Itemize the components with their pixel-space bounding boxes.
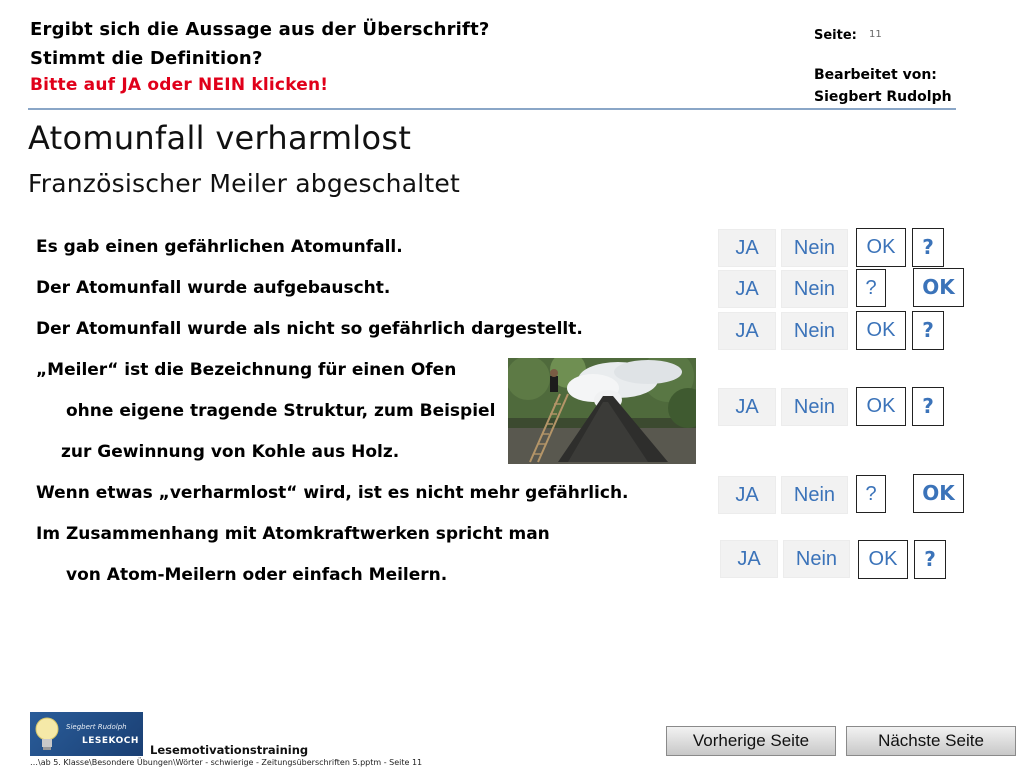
file-path: …\ab 5. Klasse\Besondere Übungen\Wörter - schwierige - Zeitungsüberschriften 5.pptm - Seite 11 bbox=[30, 758, 423, 767]
page-title: Atomunfall verharmlost bbox=[28, 119, 412, 157]
statement-4-line-2: ohne eigene tragende Struktur, zum Beispiel bbox=[66, 401, 496, 421]
logo-brand: LESEKOCH bbox=[82, 736, 139, 746]
question-feedback: ? bbox=[912, 311, 944, 350]
ok-feedback: OK bbox=[856, 311, 906, 350]
next-page-button[interactable]: Nächste Seite bbox=[846, 726, 1016, 756]
question-feedback: ? bbox=[914, 540, 946, 579]
page-subtitle: Französischer Meiler abgeschaltet bbox=[28, 169, 460, 198]
ja-button[interactable]: JA bbox=[718, 312, 776, 350]
page-number: 11 bbox=[869, 29, 882, 40]
logo-author: Siegbert Rudolph bbox=[66, 723, 127, 731]
ok-feedback: OK bbox=[913, 474, 964, 513]
header-question-1: Ergibt sich die Aussage aus der Überschrift? bbox=[30, 19, 490, 40]
ja-button[interactable]: JA bbox=[718, 229, 776, 267]
editor-name: Siegbert Rudolph bbox=[814, 89, 952, 105]
editor-label: Bearbeitet von: bbox=[814, 67, 937, 83]
question-feedback: ? bbox=[912, 228, 944, 267]
nein-button[interactable]: Nein bbox=[783, 540, 850, 578]
nein-button[interactable]: Nein bbox=[781, 476, 848, 514]
ja-button[interactable]: JA bbox=[718, 270, 776, 308]
statement-4-line-1: „Meiler“ ist die Bezeichnung für einen Ofen bbox=[36, 360, 457, 380]
header-divider bbox=[28, 108, 956, 110]
lightbulb-icon bbox=[34, 716, 60, 752]
page-label: Seite: bbox=[814, 28, 857, 43]
question-feedback: ? bbox=[856, 269, 886, 307]
nein-button[interactable]: Nein bbox=[781, 312, 848, 350]
ja-button[interactable]: JA bbox=[718, 476, 776, 514]
question-feedback: ? bbox=[912, 387, 944, 426]
statement-5: Wenn etwas „verharmlost“ wird, ist es nicht mehr gefährlich. bbox=[36, 483, 629, 503]
ja-button[interactable]: JA bbox=[718, 388, 776, 426]
statement-4-line-3: zur Gewinnung von Kohle aus Holz. bbox=[61, 442, 400, 462]
statement-6-line-2: von Atom-Meilern oder einfach Meilern. bbox=[66, 565, 448, 585]
nein-button[interactable]: Nein bbox=[781, 270, 848, 308]
statement-1: Es gab einen gefährlichen Atomunfall. bbox=[36, 237, 403, 257]
statement-3: Der Atomunfall wurde als nicht so gefährlich dargestellt. bbox=[36, 319, 583, 339]
ok-feedback: OK bbox=[913, 268, 964, 307]
previous-page-button[interactable]: Vorherige Seite bbox=[666, 726, 836, 756]
footer-title: Lesemotivationstraining bbox=[150, 743, 309, 757]
statement-2: Der Atomunfall wurde aufgebauscht. bbox=[36, 278, 391, 298]
nein-button[interactable]: Nein bbox=[781, 388, 848, 426]
ja-button[interactable]: JA bbox=[720, 540, 778, 578]
ok-feedback: OK bbox=[856, 228, 906, 267]
nein-button[interactable]: Nein bbox=[781, 229, 848, 267]
question-feedback: ? bbox=[856, 475, 886, 513]
ok-feedback: OK bbox=[858, 540, 908, 579]
lesekoch-logo bbox=[30, 712, 143, 756]
statement-6-line-1: Im Zusammenhang mit Atomkraftwerken spricht man bbox=[36, 524, 550, 544]
ok-feedback: OK bbox=[856, 387, 906, 426]
charcoal-kiln-photo bbox=[508, 358, 696, 464]
header-question-2: Stimmt die Definition? bbox=[30, 48, 263, 69]
header-instruction: Bitte auf JA oder NEIN klicken! bbox=[30, 75, 329, 95]
